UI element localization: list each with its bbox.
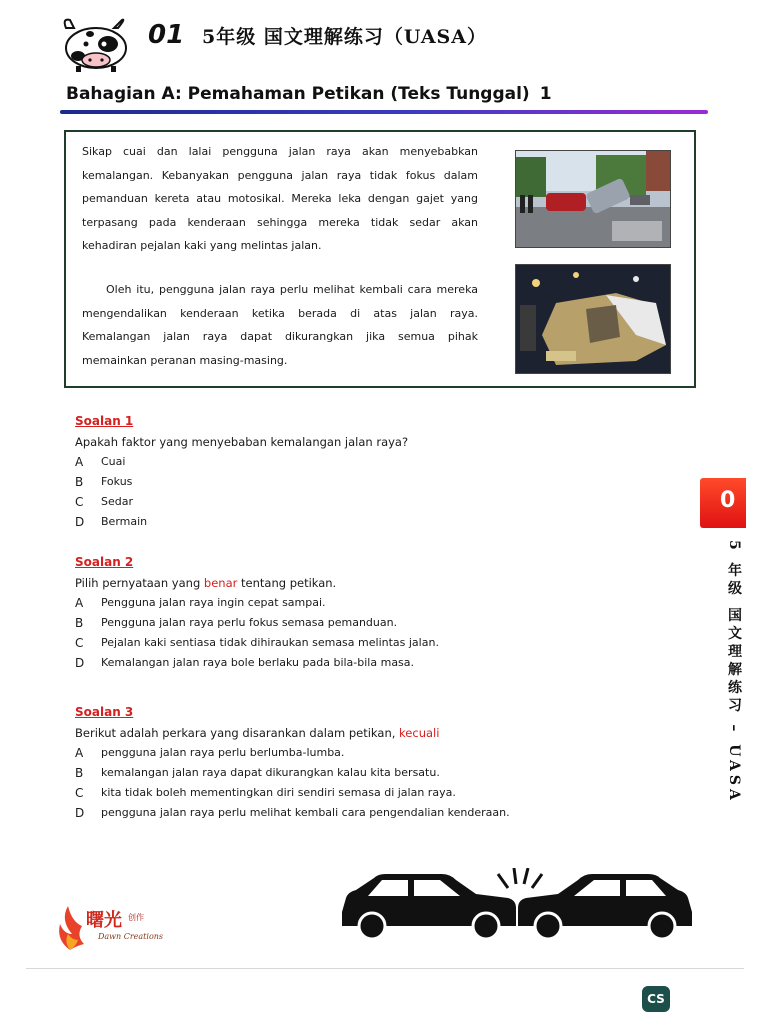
option-3a[interactable]: A pengguna jalan raya perlu berlumba-lumba.	[75, 746, 345, 760]
question-1-text: Apakah faktor yang menyebaban kemalangan jalan raya?	[75, 435, 409, 449]
option-2d[interactable]: D Kemalangan jalan raya bole berlaku pada bila-bila masa.	[75, 656, 415, 670]
car-crash-icon	[338, 868, 696, 940]
option-1b[interactable]: B Fokus	[75, 475, 133, 489]
option-3c[interactable]: C kita tidak boleh mementingkan diri sendiri semasa di jalan raya.	[75, 786, 456, 800]
phoenix-icon	[50, 900, 90, 956]
logo-name: 曙光	[86, 910, 122, 931]
page-title: 5年级 国文理解练习（UASA）	[202, 26, 488, 48]
side-vertical-title: 5 年级 国文理解练习 – UASA	[726, 540, 742, 804]
question-2-options	[75, 596, 439, 676]
option-1a[interactable]: A Cuai	[75, 455, 126, 469]
section-title-text: Bahagian A: Pemahaman Petikan (Teks Tunggal)	[66, 84, 530, 104]
publisher-logo	[50, 900, 170, 956]
scanner-badge: CS	[642, 986, 670, 1012]
title-underline	[60, 110, 708, 114]
logo-sub: 创作	[128, 913, 144, 922]
question-1-options	[75, 455, 147, 535]
option-2a[interactable]: A Pengguna jalan raya ingin cepat sampai.	[75, 596, 326, 610]
passage-paragraph-2: Oleh itu, pengguna jalan raya perlu melihat kembali cara mereka mengendalikan kenderaan ketika berada di atas jalan raya. Kemalangan jalan raya dapat dikurangkan jika semua pihak memainkan peranan masing-masing.	[82, 283, 478, 367]
question-3-options	[75, 746, 510, 826]
lesson-number: 01	[148, 20, 185, 50]
question-3-highlight: kecuali	[399, 726, 440, 740]
section-number: 1	[539, 84, 552, 104]
section-title	[66, 84, 552, 104]
chapter-tab-number: 0	[720, 488, 736, 513]
option-1c[interactable]: C Sedar	[75, 495, 133, 509]
passage-paragraph-1: Sikap cuai dan lalai pengguna jalan raya akan menyebabkan kemalangan. Kebanyakan pengguna jalan raya tidak fokus dalam pemanduan kereta atau motosikal. Mereka leka dengan gajet yang terpasang pada kenderaan sehingga mereka tidak sedar akan kehadiran pejalan kaki yang melintas jalan.	[82, 145, 478, 252]
cow-mascot-icon	[56, 14, 136, 72]
question-1-label: Soalan 1	[75, 414, 134, 428]
question-2-text: Pilih pernyataan yang benar tentang petikan.	[75, 576, 337, 590]
question-3-label: Soalan 3	[75, 705, 134, 719]
accident-photo-street	[515, 150, 671, 248]
option-2b[interactable]: B Pengguna jalan raya perlu fokus semasa pemanduan.	[75, 616, 398, 630]
question-2-highlight: benar	[203, 576, 238, 590]
question-3-text: Berikut adalah perkara yang disarankan dalam petikan, kecuali	[75, 726, 440, 740]
passage-box	[64, 130, 696, 388]
question-2-label: Soalan 2	[75, 555, 134, 569]
option-3d[interactable]: D pengguna jalan raya perlu melihat kembali cara pengendalian kenderaan.	[75, 806, 510, 820]
option-1d[interactable]: D Bermain	[75, 515, 148, 529]
accident-photo-crash	[515, 264, 671, 374]
footer-divider	[26, 968, 744, 969]
option-3b[interactable]: B kemalangan jalan raya dapat dikurangkan kalau kita bersatu.	[75, 766, 440, 780]
logo-english: Dawn Creations	[98, 932, 164, 941]
option-2c[interactable]: C Pejalan kaki sentiasa tidak dihiraukan semasa melintas jalan.	[75, 636, 439, 650]
